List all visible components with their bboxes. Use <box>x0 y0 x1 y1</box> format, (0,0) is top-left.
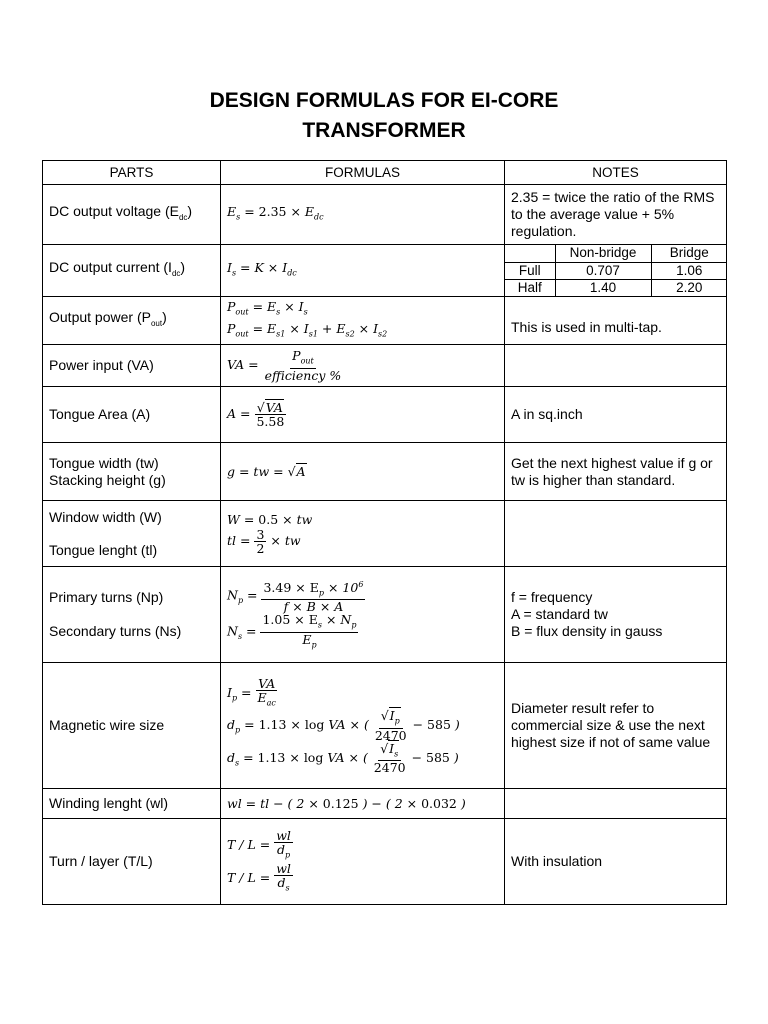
row-turn-layer <box>43 819 727 905</box>
row-window-width <box>43 501 727 567</box>
page-title <box>0 86 768 146</box>
part-power-input: Power input (VA) <box>43 345 221 387</box>
header-row <box>43 161 727 185</box>
note-dc-voltage: 2.35 = twice the ratio of the RMS to the average value + 5% regulation. <box>505 185 727 245</box>
formula-tongue-area: A = $\frac{√VA}{5.58}$ <box>221 387 505 443</box>
note-power-input <box>505 345 727 387</box>
note-window-width <box>505 501 727 567</box>
formula-window-width: W = 0.5 × tw tl = $\frac{3}{2}$ × tw <box>221 501 505 567</box>
factor-label-full: Full <box>505 262 555 279</box>
formula-power-input: VA = $P_{out}$ efficiency % <box>221 345 505 387</box>
part-winding-length: Winding lenght (wl) <box>43 789 221 819</box>
header-notes: NOTES <box>505 161 727 185</box>
row-wire-size <box>43 663 727 789</box>
row-dc-current <box>43 245 727 297</box>
formula-wire-size: $I_p$ = VA $E_{ac}$ $d_p = 1.13 \times \log$ VA × ( $\frac{√I_p}{2470}$ − 585 ) $d_s = 1.13 \times \log$ VA × ( $\frac{√I_s}{2470}$ − 585 ) <box>221 663 505 789</box>
factor-header-nonbridge: Non-bridge <box>555 245 651 262</box>
part-wire-size: Magnetic wire size <box>43 663 221 789</box>
note-tongue-area: A in sq.inch <box>505 387 727 443</box>
note-output-power: This is used in multi-tap. <box>505 297 727 345</box>
formula-winding-length: wl = tl − ( 2 × 0.125 ) − ( 2 × 0.032 ) <box>221 789 505 819</box>
row-tongue-width <box>43 443 727 501</box>
formula-turn-layer: T / L = $\frac{wl}{d_p}$ T / L = $\frac{wl}{d_s}$ <box>221 819 505 905</box>
title-line-1: DESIGN FORMULAS FOR EI-CORE <box>209 89 559 112</box>
header-formulas: FORMULAS <box>221 161 505 185</box>
note-dc-current <box>505 245 727 297</box>
formula-dc-current: $I_s = K \times I_{dc}$ <box>221 245 505 297</box>
formula-turns: $N_p$ = $\frac{3.49 \times E_p \times 10^6}{f \times B \times A}$ $N_s$ = $\frac{1.05 \times E_s \times N_p}{E_p}$ <box>221 567 505 663</box>
row-turns <box>43 567 727 663</box>
formulas-table <box>42 160 727 905</box>
part-turn-layer: Turn / layer (T/L) <box>43 819 221 905</box>
title-line-2: TRANSFORMER <box>302 119 466 142</box>
row-dc-voltage <box>43 185 727 245</box>
factor-full-bridge: 1.06 <box>651 262 727 279</box>
row-tongue-area <box>43 387 727 443</box>
factor-label-half: Half <box>505 279 555 296</box>
note-tongue-width: Get the next highest value if g or tw is higher than standard. <box>505 443 727 501</box>
header-parts: PARTS <box>43 161 221 185</box>
factor-half-bridge: 2.20 <box>651 279 727 296</box>
formula-tongue-width: g = tw = √A <box>221 443 505 501</box>
row-power-input <box>43 345 727 387</box>
part-turns: Primary turns (Np) Secondary turns (Ns) <box>43 567 221 663</box>
note-turn-layer: With insulation <box>505 819 727 905</box>
factor-full-nonbridge: 0.707 <box>555 262 651 279</box>
part-output-power: Output power $(P_{out})$ <box>43 297 221 345</box>
formula-output-power: $P_{out} = E_s \times I_s$ $P_{out} = E_{s1} \times I_{s1} + E_{s2} \times I_{s2}$ <box>221 297 505 345</box>
part-window-width: Window width (W) Tongue lenght (tl) <box>43 501 221 567</box>
part-dc-voltage: DC output voltage $(E_{dc})$ <box>43 185 221 245</box>
rectifier-factor-table <box>505 245 727 296</box>
formula-dc-voltage: $E_s = 2.35 \times E_{dc}$ <box>221 185 505 245</box>
part-tongue-width: Tongue width (tw) Stacking height (g) <box>43 443 221 501</box>
row-output-power <box>43 297 727 345</box>
factor-header-bridge: Bridge <box>651 245 727 262</box>
part-dc-current: DC output current $(I_{dc})$ <box>43 245 221 297</box>
note-turns: f = frequency A = standard tw B = flux density in gauss <box>505 567 727 663</box>
note-winding-length <box>505 789 727 819</box>
factor-half-nonbridge: 1.40 <box>555 279 651 296</box>
note-wire-size: Diameter result refer to commercial size & use the next highest size if not of same value <box>505 663 727 789</box>
part-tongue-area: Tongue Area (A) <box>43 387 221 443</box>
row-winding-length <box>43 789 727 819</box>
